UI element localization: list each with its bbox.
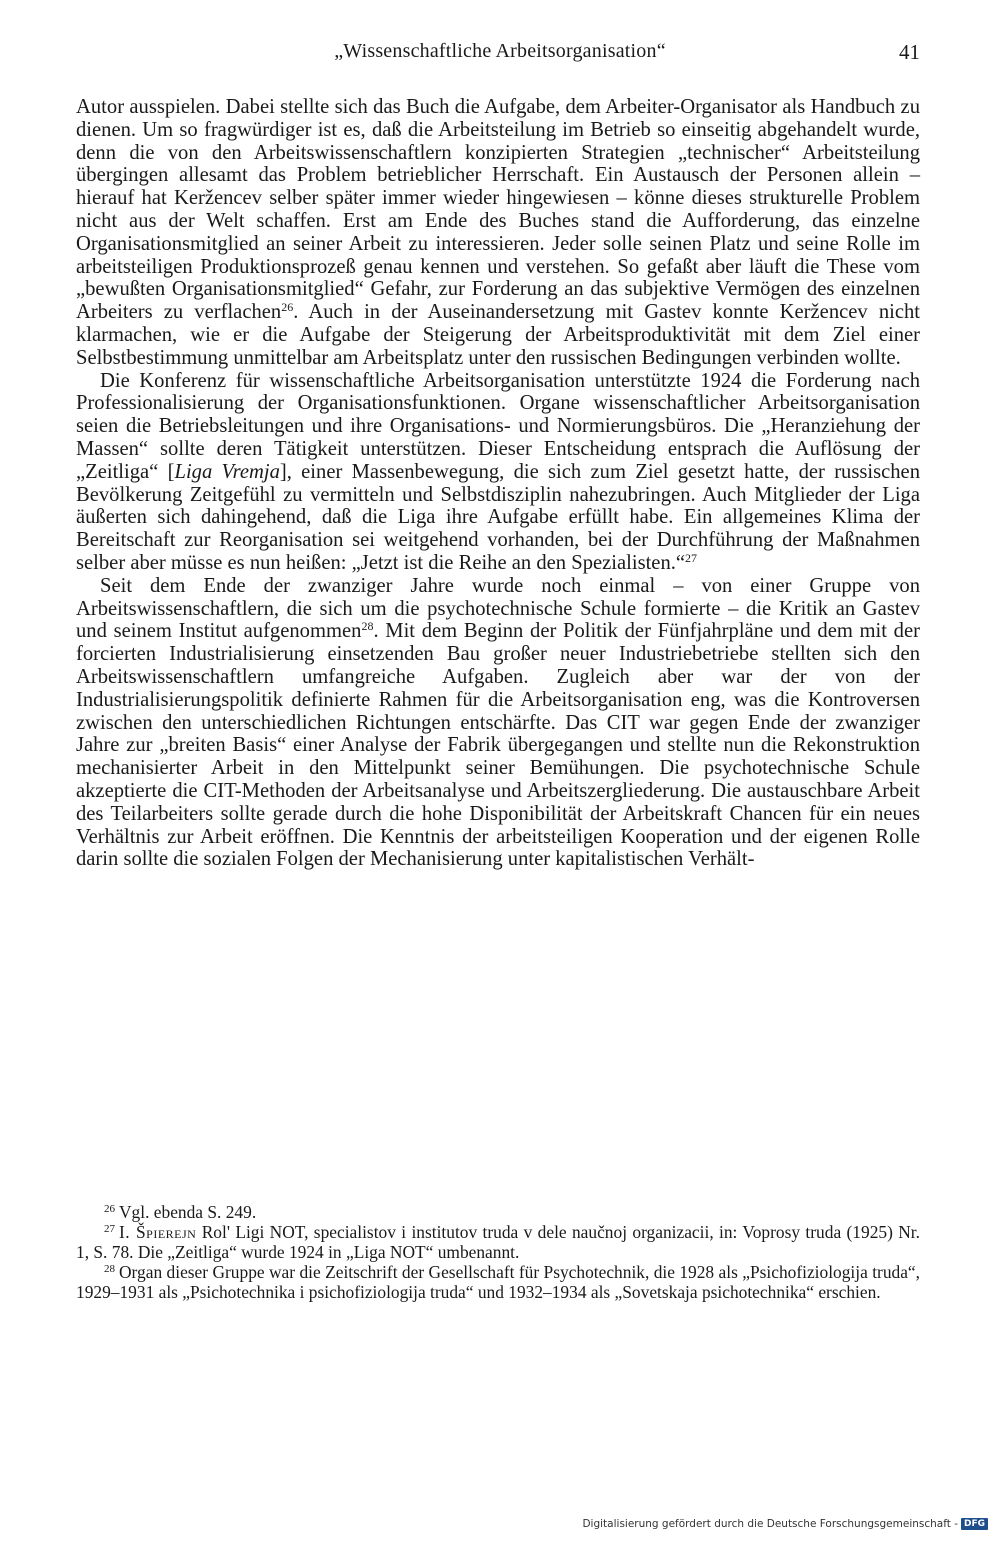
dfg-logo: DFG [961,1518,988,1530]
paragraph-1-continued: . Auch in der Auseinandersetzung mit Gastev konnte Keržencev nicht klarmachen, wie er die Aufgabe der Steigerung der Arbeitsproduktivität mit dem Ziel einer Selbstbestimmung unmittelbar am Arbeitsplatz unter den russischen Bedingungen verbinden wollte. [76,301,921,369]
paragraph-1-text: Autor ausspielen. Dabei stellte sich das Buch die Aufgabe, dem Arbeiter-Organisator als Handbuch zu dienen. Um so fragwürdiger ist es, daß die Arbeitsteilung im Betrieb so einseitig abgehandelt wurde, denn die von den Arbeitswissenschaftlern konzipierten Strategien „technischer“ Arbeitsteilung übergingen allesamt das Problem betrieblicher Herrschaft. Ein Austausch der Personen allein – hierauf hat Keržencev selber später immer wieder hingewiesen – könne dieses strukturelle Problem nicht aus der Welt schaffen. Erst am Ende des Buches stand die Aufforderung, das einzelne Organisationsmitglied an seiner Arbeit zu interessieren. Jeder solle seinen Platz und seine Rolle im arbeitsteiligen Produktionsprozeß genau kennen und verstehen. So gefaßt aber läuft die These vom „bewußten Organisationsmitglied“ Gefahr, zur Forderung an das subjektive Vermögen des einzelnen Arbeiters zu verflachen [76,96,920,324]
footnote-number: 27 [104,1223,115,1235]
paragraph-3-text-b: . Mit dem Beginn der Politik der Fünfjahrpläne und dem mit der forcierten Industrialisierung einsetzenden Bau großer neuer Industriebetriebe stellten sich den Arbeitswissenschaftlern umfangreiche Aufgaben. Zugleich aber war der von der Industrialisierungspolitik definierte Rahmen für die Arbeitsorganisation eng, was die Kontroversen zwischen den unterschiedlichen Richtungen entschärfte. Das CIT war gegen Ende der zwanziger Jahre zur „breiten Basis“ einer Analyse der Fabrik übergegangen und stellte nun die Rekonstruktion mechanisierter Arbeit in den Mittelpunkt seiner Bemühungen. Die psychotechnische Schule akzeptierte die CIT-Methoden der Arbeitsanalyse und Arbeitszergliederung. Die austauschbare Arbeit des Teilarbeiters sollte gerade durch die hohe Disponibilität der Arbeitskraft Chancen für ein neues Verhältnis zur Arbeit eröffnen. Die Kenntnis der arbeitsteiligen Kooperation und der eigenen Rolle darin sollte die sozialen Folgen der Mechanisierung unter kapitalistischen Verhält- [76,620,920,871]
footnote-number: 26 [104,1203,115,1215]
page-header [0,40,1000,74]
paragraph-3-text-a: Seit dem Ende der zwanziger Jahre wurde noch einmal – von einer Gruppe von Arbeitswissenschaftlern, die sich um die psychotechnische Schule formierte – die Kritik an Gastev und seinem Institut aufgenommen [76,574,920,643]
paragraph-3 [76,575,920,871]
footnote-ref-28: 28 [361,619,374,634]
credit-text: Digitalisierung gefördert durch die Deutsche Forschungsgemeinschaft - [582,1518,958,1530]
paragraph-2-text-b: ], einer Massenbewegung, die sich zum Ziel gesetzt hatte, der russischen Bevölkerung Zeitgefühl zu vermitteln und Selbstdisziplin nahezubringen. Auch Mitglieder der Liga äußerten sich dahingehend, daß die Liga ihre Aufgabe erfüllt habe. Ein allgemeines Klima der Bereitschaft zur Reorganisation sei weitgehend vorhanden, bei der Durchführung der Maßnahmen selber aber müsse es nun heißen: „Jetzt ist die Reihe an den Spezialisten.“ [76,460,920,574]
paragraph-2 [76,370,920,575]
paragraph-2-text-a: Die Konferenz für wissenschaftliche Arbeitsorganisation unterstützte 1924 die Forderung nach Professionalisierung der Organisationsfunktionen. Organe wissenschaftlicher Arbeitsorganisation seien die Betriebsleitungen und ihre Organisations- und Normierungsbüros. Die „Heranziehung der Massen“ sollte deren Tätigkeit unterstützen. Dieser Entscheidung entsprach die Auflösung der „Zeitliga“ [ [76,369,920,483]
paragraph-2-italic-term: Liga Vremja [174,460,280,483]
running-title: „Wissenschaftliche Arbeitsorganisation“ [334,40,666,62]
body-text [76,96,920,871]
footnote-ref-27: 27 [685,550,698,565]
footnote-text: Vgl. ebenda S. 249. [119,1202,257,1222]
page-number: 41 [899,40,920,64]
footnote-number: 28 [104,1263,115,1275]
footnote-ref-26: 26 [281,300,294,315]
paragraph-1 [76,96,920,370]
footnote-28 [76,1262,920,1302]
footnote-text: Rol' Ligi NOT, specialistov i institutov truda v dele naučnoj organizacii, in: Voprosy truda (1925) Nr. 1, S. 78. Die „Zeitliga“ wurde 1924 in „Liga NOT“ umbenannt. [76,1222,920,1262]
footnote-author: I. Špierejn [119,1222,197,1242]
footnote-text: Organ dieser Gruppe war die Zeitschrift der Gesellschaft für Psychotechnik, die 1928 als „Psichofiziologija truda“, 1929–1931 als „Psichotechnika i psichofiziologija truda“ und 1932–1934 als „Sovetskaja psichotechnika“ erschien. [76,1262,920,1302]
footnotes [76,1202,920,1302]
footnote-27 [76,1222,920,1262]
footnote-26 [76,1202,920,1222]
digitization-credit [582,1518,988,1530]
